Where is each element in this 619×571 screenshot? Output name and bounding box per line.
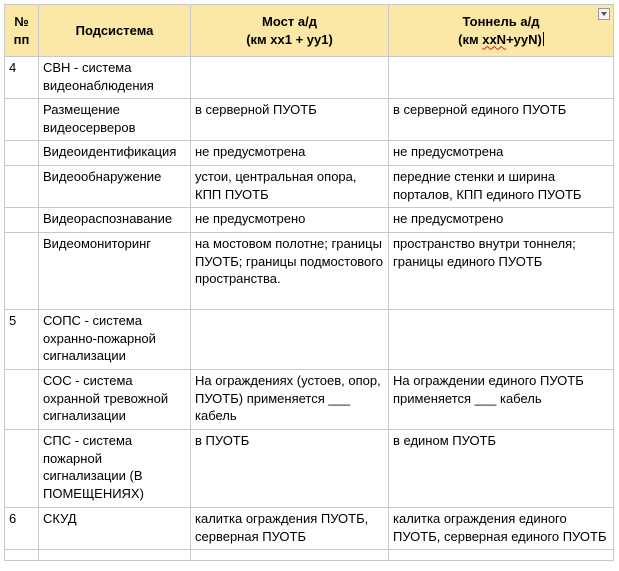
- row-tunnel[interactable]: [389, 550, 614, 561]
- table-row: [5, 166, 614, 208]
- row-num[interactable]: 5: [5, 310, 39, 370]
- table-row: [5, 508, 614, 550]
- table-row: [5, 208, 614, 233]
- header-bridge-line2: (км xx1 + yy1): [246, 31, 333, 47]
- row-num[interactable]: [5, 550, 39, 561]
- row-bridge[interactable]: на мостовом полотне; границы ПУОТБ; границы подмостового пространства.: [191, 233, 389, 310]
- row-bridge[interactable]: [191, 550, 389, 561]
- row-tunnel[interactable]: передние стенки и ширина порталов, КПП единого ПУОТБ: [389, 166, 614, 208]
- header-tunnel-line2[interactable]: [458, 32, 544, 47]
- row-subsystem[interactable]: СОС - система охранной тревожной сигнализации: [39, 370, 191, 430]
- row-bridge[interactable]: не предусмотрена: [191, 141, 389, 166]
- row-num[interactable]: 4: [5, 57, 39, 99]
- row-bridge[interactable]: устои, центральная опора, КПП ПУОТБ: [191, 166, 389, 208]
- row-bridge[interactable]: [191, 57, 389, 99]
- row-tunnel[interactable]: пространство внутри тоннеля; границы единого ПУОТБ: [389, 233, 614, 310]
- header-num-line2: пп: [13, 31, 30, 47]
- row-bridge[interactable]: в серверной ПУОТБ: [191, 99, 389, 141]
- subsystems-table: [4, 4, 614, 561]
- table-row-partial: [5, 550, 614, 561]
- table-row: [5, 57, 614, 99]
- header-tunnel-suffix: +yyN): [506, 31, 542, 47]
- header-bridge-line1: Мост а/д: [262, 14, 317, 29]
- row-num[interactable]: [5, 233, 39, 310]
- header-num[interactable]: [5, 5, 39, 57]
- row-bridge[interactable]: не предусмотрено: [191, 208, 389, 233]
- row-num[interactable]: [5, 370, 39, 430]
- row-subsystem[interactable]: Видеомониторинг: [39, 233, 191, 310]
- row-subsystem[interactable]: Видеоидентификация: [39, 141, 191, 166]
- row-subsystem[interactable]: Видеораспознавание: [39, 208, 191, 233]
- row-bridge[interactable]: [191, 310, 389, 370]
- table-row: [5, 370, 614, 430]
- misspelled-word: xxN: [482, 31, 507, 47]
- row-num[interactable]: [5, 430, 39, 508]
- header-row: [5, 5, 614, 57]
- table-row: [5, 233, 614, 310]
- row-num[interactable]: [5, 208, 39, 233]
- header-tunnel-line1: Тоннель а/д: [462, 14, 540, 29]
- row-bridge[interactable]: калитка ограждения ПУОТБ, серверная ПУОТБ: [191, 508, 389, 550]
- row-num[interactable]: [5, 141, 39, 166]
- row-tunnel[interactable]: в серверной единого ПУОТБ: [389, 99, 614, 141]
- header-num-line1: №: [14, 14, 29, 29]
- row-subsystem[interactable]: СВН - система видеонаблюдения: [39, 57, 191, 99]
- row-subsystem[interactable]: СПС - система пожарной сигнализации (В ПОМЕЩЕНИЯХ): [39, 430, 191, 508]
- table-row: [5, 430, 614, 508]
- row-num[interactable]: [5, 166, 39, 208]
- header-bridge[interactable]: [191, 5, 389, 57]
- text-cursor: [543, 32, 544, 46]
- row-tunnel[interactable]: [389, 310, 614, 370]
- table-row: [5, 141, 614, 166]
- row-bridge[interactable]: На ограждениях (устоев, опор, ПУОТБ) применяется ___ кабель: [191, 370, 389, 430]
- filter-dropdown-icon[interactable]: [598, 8, 610, 20]
- row-tunnel[interactable]: калитка ограждения единого ПУОТБ, серверная единого ПУОТБ: [389, 508, 614, 550]
- table-row: [5, 310, 614, 370]
- row-tunnel[interactable]: не предусмотрена: [389, 141, 614, 166]
- row-tunnel[interactable]: [389, 57, 614, 99]
- row-num[interactable]: 6: [5, 508, 39, 550]
- row-subsystem[interactable]: СКУД: [39, 508, 191, 550]
- row-bridge[interactable]: в ПУОТБ: [191, 430, 389, 508]
- row-subsystem[interactable]: [39, 550, 191, 561]
- header-subsystem[interactable]: Подсистема: [39, 5, 191, 57]
- row-subsystem[interactable]: Видеообнаружение: [39, 166, 191, 208]
- header-tunnel-prefix: (км: [458, 31, 483, 47]
- row-tunnel[interactable]: в едином ПУОТБ: [389, 430, 614, 508]
- row-num[interactable]: [5, 99, 39, 141]
- row-tunnel[interactable]: На ограждении единого ПУОТБ применяется ___ кабель: [389, 370, 614, 430]
- row-subsystem[interactable]: СОПС - система охранно-пожарной сигнализации: [39, 310, 191, 370]
- row-tunnel[interactable]: не предусмотрено: [389, 208, 614, 233]
- header-tunnel[interactable]: [389, 5, 614, 57]
- row-subsystem[interactable]: Размещение видеосерверов: [39, 99, 191, 141]
- table-row: [5, 99, 614, 141]
